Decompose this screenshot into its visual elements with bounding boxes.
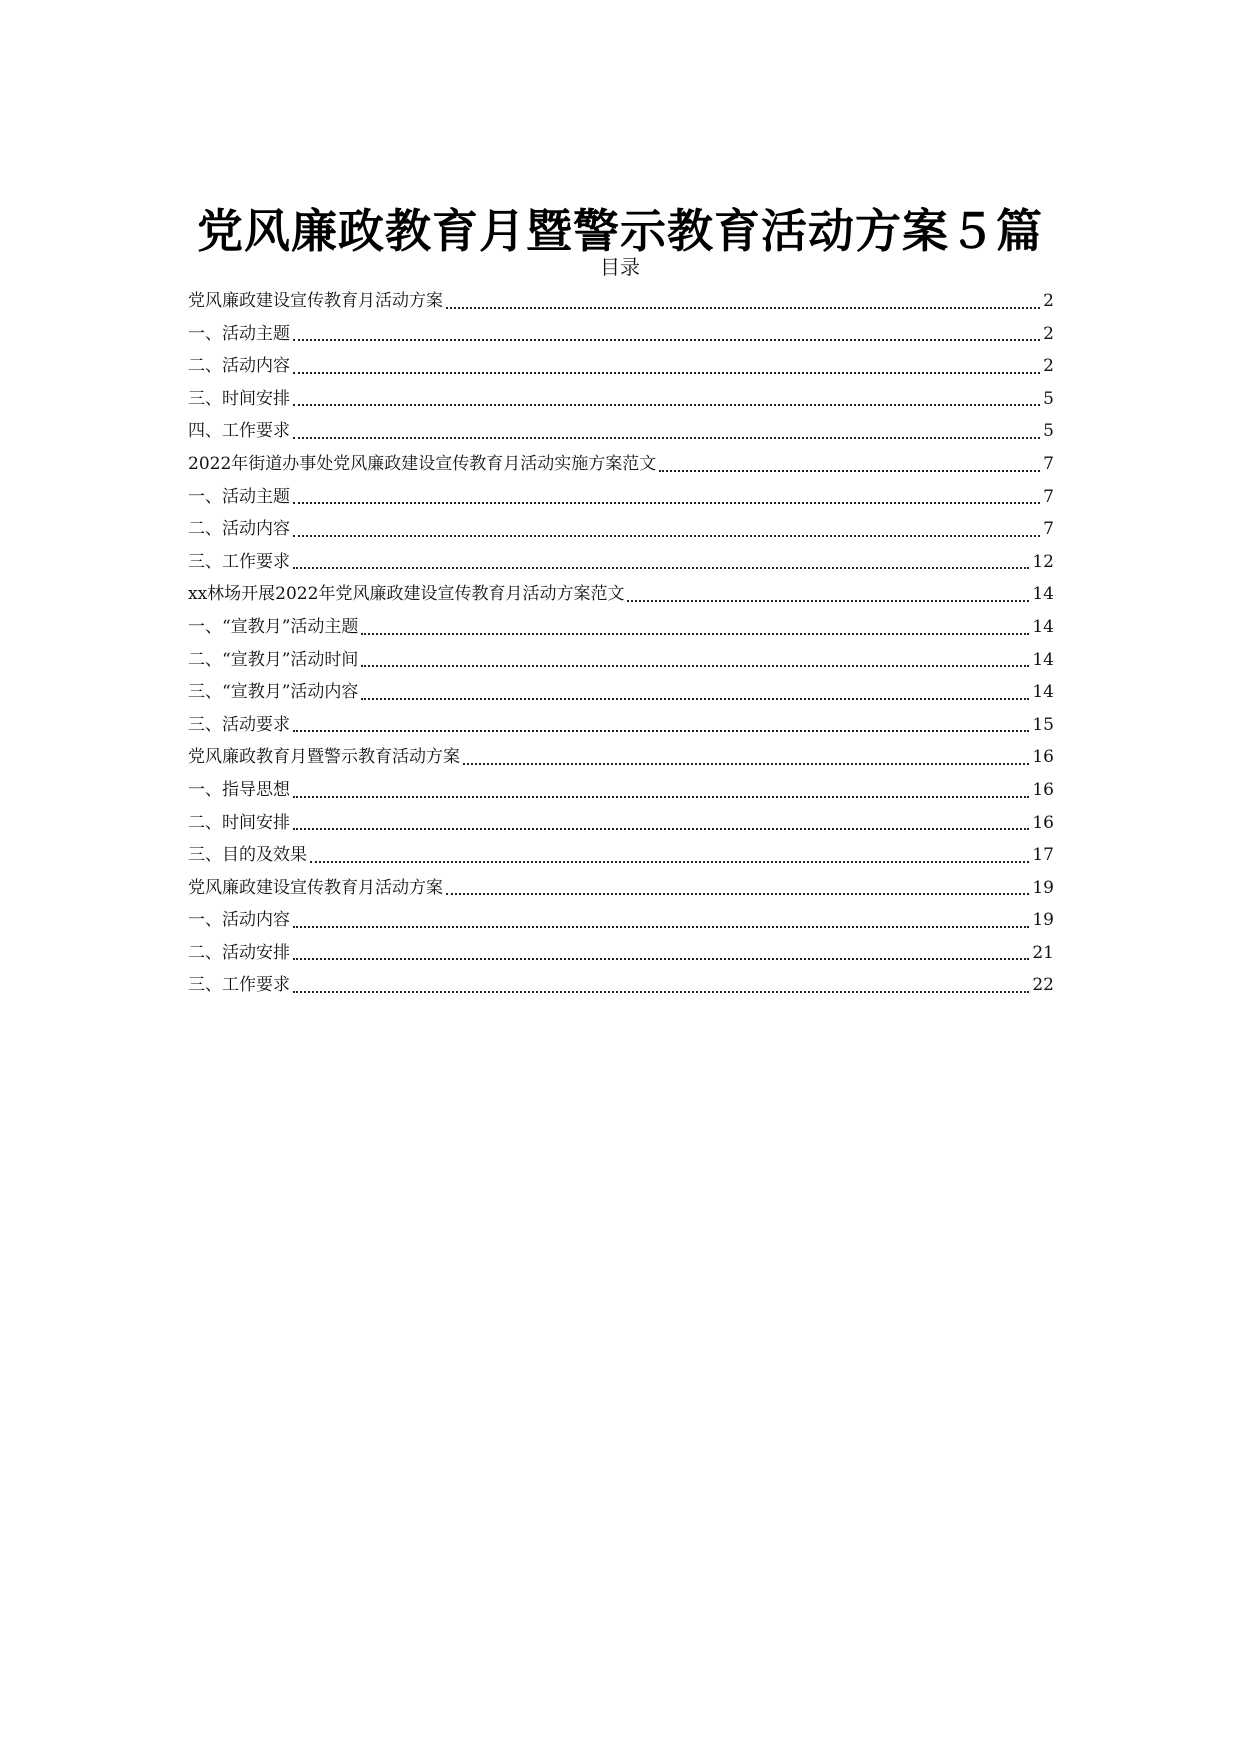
toc-leader-dots — [293, 371, 1040, 374]
toc-page-number: 7 — [1043, 519, 1054, 540]
toc-page-number: 16 — [1032, 779, 1054, 800]
toc-leader-dots — [627, 599, 1029, 602]
toc-entry[interactable] — [188, 709, 1054, 742]
toc-leader-dots — [446, 306, 1040, 309]
toc-page-number: 14 — [1032, 584, 1054, 605]
toc-page-number: 14 — [1032, 682, 1054, 703]
toc-entry[interactable] — [188, 611, 1054, 644]
toc-leader-dots — [293, 957, 1029, 960]
toc-leader-dots — [293, 827, 1029, 830]
toc-page-number: 16 — [1032, 747, 1054, 768]
toc-leader-dots — [293, 729, 1029, 732]
toc-page-number: 14 — [1032, 616, 1054, 637]
toc-page-number: 15 — [1032, 714, 1054, 735]
toc-leader-dots — [659, 469, 1040, 472]
toc-entry[interactable] — [188, 415, 1054, 448]
toc-page-number: 17 — [1032, 845, 1054, 866]
toc-entry-text: 三、时间安排 — [188, 388, 290, 409]
toc-page-number: 5 — [1043, 421, 1054, 442]
toc-entry[interactable] — [188, 578, 1054, 611]
toc-page-number: 21 — [1032, 942, 1054, 963]
toc-leader-dots — [361, 697, 1029, 700]
toc-page-number: 2 — [1043, 323, 1054, 344]
toc-entry-text: 一、活动主题 — [188, 323, 290, 344]
toc-entry-text: 三、活动要求 — [188, 714, 290, 735]
toc-leader-dots — [293, 925, 1029, 928]
table-of-contents — [188, 285, 1054, 1002]
toc-entry-text: 二、活动安排 — [188, 942, 290, 963]
toc-entry[interactable] — [188, 383, 1054, 416]
toc-entry-text: 二、“宣教月”活动时间 — [188, 649, 359, 670]
toc-entry-text: 党风廉政建设宣传教育月活动方案 — [188, 291, 443, 311]
toc-leader-dots — [293, 990, 1029, 993]
toc-entry-text: 三、工作要求 — [188, 975, 290, 996]
toc-leader-dots — [463, 762, 1029, 765]
toc-page-number: 12 — [1032, 551, 1054, 572]
toc-entry[interactable] — [188, 448, 1054, 481]
toc-entry-text: 二、时间安排 — [188, 812, 290, 833]
toc-page-number: 5 — [1043, 388, 1054, 409]
toc-leader-dots — [361, 664, 1029, 667]
toc-entry[interactable] — [188, 839, 1054, 872]
toc-page-number: 2 — [1043, 356, 1054, 377]
toc-entry-text: 一、活动主题 — [188, 486, 290, 507]
toc-entry[interactable] — [188, 807, 1054, 840]
toc-entry[interactable] — [188, 513, 1054, 546]
toc-entry-text: 三、目的及效果 — [188, 845, 307, 866]
toc-entry[interactable] — [188, 318, 1054, 351]
toc-entry[interactable] — [188, 774, 1054, 807]
toc-entry-text: 二、活动内容 — [188, 519, 290, 540]
toc-entry-text: 四、工作要求 — [188, 421, 290, 442]
toc-leader-dots — [293, 338, 1040, 341]
toc-page-number: 16 — [1032, 812, 1054, 833]
toc-entry-text: 三、“宣教月”活动内容 — [188, 682, 359, 703]
toc-entry[interactable] — [188, 741, 1054, 774]
toc-leader-dots — [361, 632, 1029, 635]
toc-entry[interactable] — [188, 350, 1054, 383]
toc-leader-dots — [293, 795, 1029, 798]
toc-leader-dots — [293, 403, 1040, 406]
toc-entry[interactable] — [188, 872, 1054, 905]
toc-entry[interactable] — [188, 904, 1054, 937]
toc-entry[interactable] — [188, 285, 1054, 318]
toc-page-number: 7 — [1043, 486, 1054, 507]
toc-entry-text: 一、“宣教月”活动主题 — [188, 616, 359, 637]
toc-entry-text: 一、指导思想 — [188, 779, 290, 800]
toc-page-number: 2 — [1043, 291, 1054, 311]
toc-leader-dots — [293, 501, 1040, 504]
toc-entry[interactable] — [188, 937, 1054, 970]
toc-entry[interactable] — [188, 969, 1054, 1002]
toc-entry-text: 三、工作要求 — [188, 551, 290, 572]
toc-entry-text: xx林场开展2022年党风廉政建设宣传教育月活动方案范文 — [188, 584, 625, 605]
toc-leader-dots — [293, 566, 1029, 569]
toc-leader-dots — [293, 436, 1040, 439]
toc-page-number: 7 — [1043, 453, 1054, 474]
toc-page-number: 22 — [1032, 975, 1054, 996]
toc-page-number: 14 — [1032, 649, 1054, 670]
toc-entry[interactable] — [188, 644, 1054, 677]
toc-entry-text: 2022年街道办事处党风廉政建设宣传教育月活动实施方案范文 — [188, 453, 657, 474]
toc-entry[interactable] — [188, 546, 1054, 579]
toc-leader-dots — [310, 860, 1029, 863]
toc-entry[interactable] — [188, 676, 1054, 709]
toc-entry-text: 党风廉政建设宣传教育月活动方案 — [188, 877, 443, 898]
document-title: 党风廉政教育月暨警示教育活动方案５篇 — [197, 203, 1043, 258]
toc-entry[interactable] — [188, 481, 1054, 514]
toc-leader-dots — [293, 534, 1040, 537]
toc-entry-text: 一、活动内容 — [188, 910, 290, 931]
toc-heading: 目录 — [600, 255, 640, 279]
toc-leader-dots — [446, 892, 1029, 895]
toc-entry-text: 二、活动内容 — [188, 356, 290, 377]
toc-page-number: 19 — [1032, 910, 1054, 931]
toc-entry-text: 党风廉政教育月暨警示教育活动方案 — [188, 747, 460, 768]
toc-page-number: 19 — [1032, 877, 1054, 898]
